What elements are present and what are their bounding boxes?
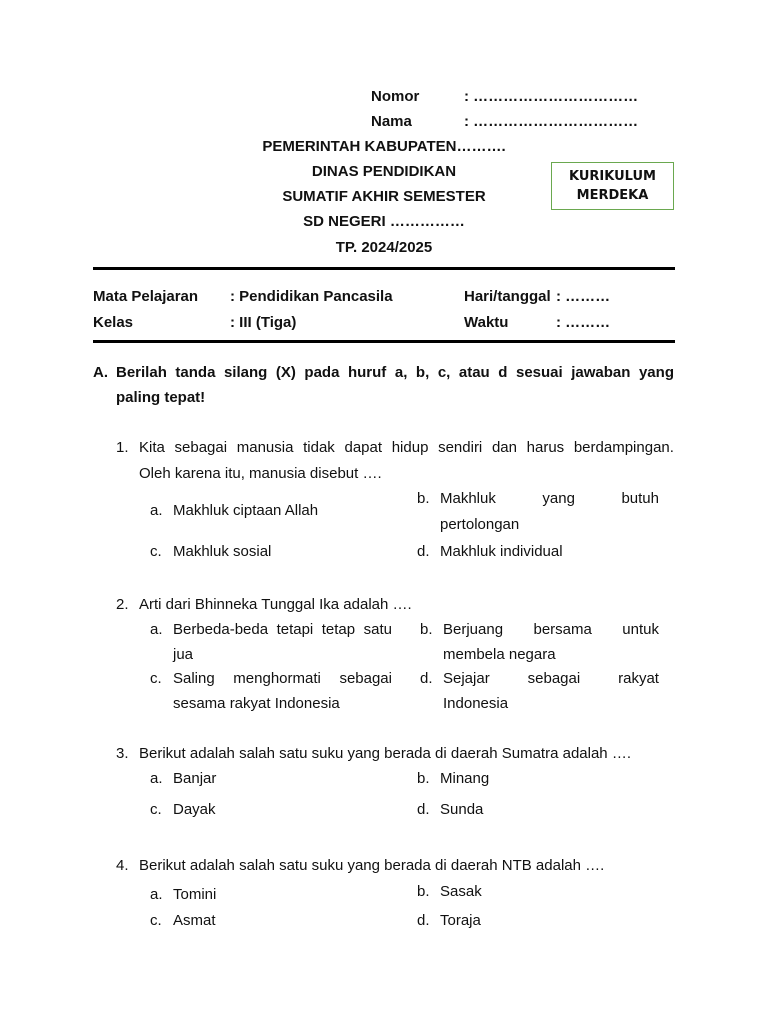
nama-value: : ……………………………: [464, 113, 639, 130]
question-word: dan: [491, 439, 517, 456]
option-word: untuk: [622, 621, 659, 638]
q2-option-b-line1[interactable]: [443, 621, 659, 638]
instruction-word: jawaban: [571, 364, 631, 381]
option-word: tetap: [321, 621, 356, 638]
q2-option-d-line1[interactable]: [443, 670, 659, 687]
q3-option-c-text[interactable]: Dayak: [173, 801, 216, 818]
kelas-value: : III (Tiga): [230, 314, 297, 331]
instruction-word: pada: [304, 364, 340, 381]
header-pemerintah: PEMERINTAH KABUPATEN……….: [262, 138, 506, 155]
option-word: sebagai: [527, 670, 581, 687]
question-3-text: Berikut adalah salah satu suku yang berada di daerah Sumatra adalah ….: [139, 745, 631, 762]
section-instruction-line1: [116, 364, 674, 381]
nomor-label: Nomor: [371, 88, 420, 105]
q1-option-d-letter[interactable]: d.: [417, 543, 430, 560]
q3-option-c-letter[interactable]: c.: [150, 801, 162, 818]
waktu-value: : ………: [556, 314, 611, 331]
waktu-label: Waktu: [464, 314, 509, 331]
q4-option-c-letter[interactable]: c.: [150, 912, 162, 929]
mapel-value: : Pendidikan Pancasila: [230, 288, 393, 305]
instruction-word: a,: [394, 364, 408, 381]
hari-label: Hari/tanggal: [464, 288, 551, 305]
section-instruction-line2: paling tepat!: [116, 389, 206, 406]
q2-option-a-line2[interactable]: jua: [173, 646, 194, 663]
q2-option-c-line1[interactable]: [173, 670, 392, 687]
option-word: Berjuang: [443, 621, 504, 638]
instruction-word: (X): [275, 364, 296, 381]
q1-option-c-letter[interactable]: c.: [150, 543, 162, 560]
question-4-text: Berikut adalah salah satu suku yang berada di daerah NTB adalah ….: [139, 857, 605, 874]
q1-option-c-text[interactable]: Makhluk sosial: [173, 543, 272, 560]
question-word: manusia: [236, 439, 294, 456]
q1-option-b-letter[interactable]: b.: [417, 490, 430, 507]
kurikulum-badge: [551, 162, 674, 210]
kurikulum-badge-line2: MERDEKA: [576, 188, 649, 203]
option-word: Saling: [173, 670, 215, 687]
instruction-word: d: [498, 364, 508, 381]
nomor-value: : ……………………………: [464, 88, 639, 105]
header-dinas: DINAS PENDIDIKAN: [311, 163, 457, 180]
q4-option-b-text[interactable]: Sasak: [440, 883, 482, 900]
question-2-text: Arti dari Bhinneka Tunggal Ika adalah ….: [139, 596, 412, 613]
option-word: tetapi: [276, 621, 314, 638]
kurikulum-badge-line1: KURIKULUM: [569, 169, 656, 184]
q3-option-b-letter[interactable]: b.: [417, 770, 430, 787]
q4-option-a-text[interactable]: Tomini: [173, 886, 217, 903]
q4-option-c-text[interactable]: Asmat: [173, 912, 216, 929]
question-word: harus: [526, 439, 565, 456]
option-word: bersama: [533, 621, 592, 638]
option-word: satu: [363, 621, 392, 638]
question-3-number: 3.: [116, 745, 129, 762]
option-word: butuh: [621, 490, 659, 507]
q4-option-b-letter[interactable]: b.: [417, 883, 430, 900]
option-word: Makhluk: [440, 490, 496, 507]
instruction-word: atau: [458, 364, 490, 381]
question-word: Kita: [139, 439, 165, 456]
instruction-word: sesuai: [515, 364, 563, 381]
option-word: yang: [542, 490, 575, 507]
header-sekolah: SD NEGERI ……………: [303, 213, 465, 230]
q1-option-a-letter[interactable]: a.: [150, 502, 163, 519]
q4-option-a-letter[interactable]: a.: [150, 886, 163, 903]
option-word: Sejajar: [443, 670, 490, 687]
kelas-label: Kelas: [93, 314, 134, 331]
question-word: sebagai: [174, 439, 228, 456]
q2-option-c-letter[interactable]: c.: [150, 670, 162, 687]
q3-option-d-text[interactable]: Sunda: [440, 801, 484, 818]
option-word: menghormati: [233, 670, 321, 687]
question-word: sendiri: [438, 439, 483, 456]
hari-value: : ………: [556, 288, 611, 305]
option-word: rakyat: [618, 670, 659, 687]
nama-label: Nama: [371, 113, 412, 130]
q2-option-a-letter[interactable]: a.: [150, 621, 163, 638]
q4-option-d-text[interactable]: Toraja: [440, 912, 481, 929]
q2-option-b-line2[interactable]: membela negara: [443, 646, 556, 663]
question-1-text-line2: Oleh karena itu, manusia disebut ….: [139, 465, 382, 482]
q3-option-a-letter[interactable]: a.: [150, 770, 163, 787]
header-tahun: TP. 2024/2025: [335, 239, 433, 256]
q1-option-b-line1[interactable]: [440, 490, 659, 507]
question-1-number: 1.: [116, 439, 129, 456]
instruction-word: Berilah: [116, 364, 167, 381]
mapel-label: Mata Pelajaran: [93, 288, 199, 305]
q2-option-c-line2[interactable]: sesama rakyat Indonesia: [173, 695, 340, 712]
divider-bottom: [93, 340, 675, 343]
question-word: berdampingan.: [573, 439, 674, 456]
instruction-word: silang: [223, 364, 268, 381]
q4-option-d-letter[interactable]: d.: [417, 912, 430, 929]
question-word: hidup: [391, 439, 429, 456]
q2-option-b-letter[interactable]: b.: [420, 621, 433, 638]
question-word: dapat: [344, 439, 383, 456]
section-letter: A.: [93, 364, 108, 381]
instruction-word: yang: [638, 364, 674, 381]
question-4-number: 4.: [116, 857, 129, 874]
q1-option-d-text[interactable]: Makhluk individual: [440, 543, 563, 560]
instruction-word: b,: [415, 364, 430, 381]
instruction-word: huruf: [347, 364, 387, 381]
q2-option-d-line2[interactable]: Indonesia: [443, 695, 509, 712]
q3-option-d-letter[interactable]: d.: [417, 801, 430, 818]
q2-option-d-letter[interactable]: d.: [420, 670, 433, 687]
question-2-number: 2.: [116, 596, 129, 613]
instruction-word: c,: [437, 364, 451, 381]
q3-option-a-text[interactable]: Banjar: [173, 770, 217, 787]
question-word: tidak: [303, 439, 335, 456]
option-word: sebagai: [339, 670, 392, 687]
q3-option-b-text[interactable]: Minang: [440, 770, 490, 787]
q2-option-a-line1[interactable]: [173, 621, 392, 638]
question-1-text-line1: [139, 439, 674, 456]
option-word: Berbeda-beda: [173, 621, 269, 638]
instruction-word: tanda: [175, 364, 216, 381]
divider-top: [93, 267, 675, 270]
q1-option-a-text[interactable]: Makhluk ciptaan Allah: [173, 502, 319, 519]
q1-option-b-line2[interactable]: pertolongan: [440, 516, 520, 533]
header-sumatif: SUMATIF AKHIR SEMESTER: [282, 188, 486, 205]
